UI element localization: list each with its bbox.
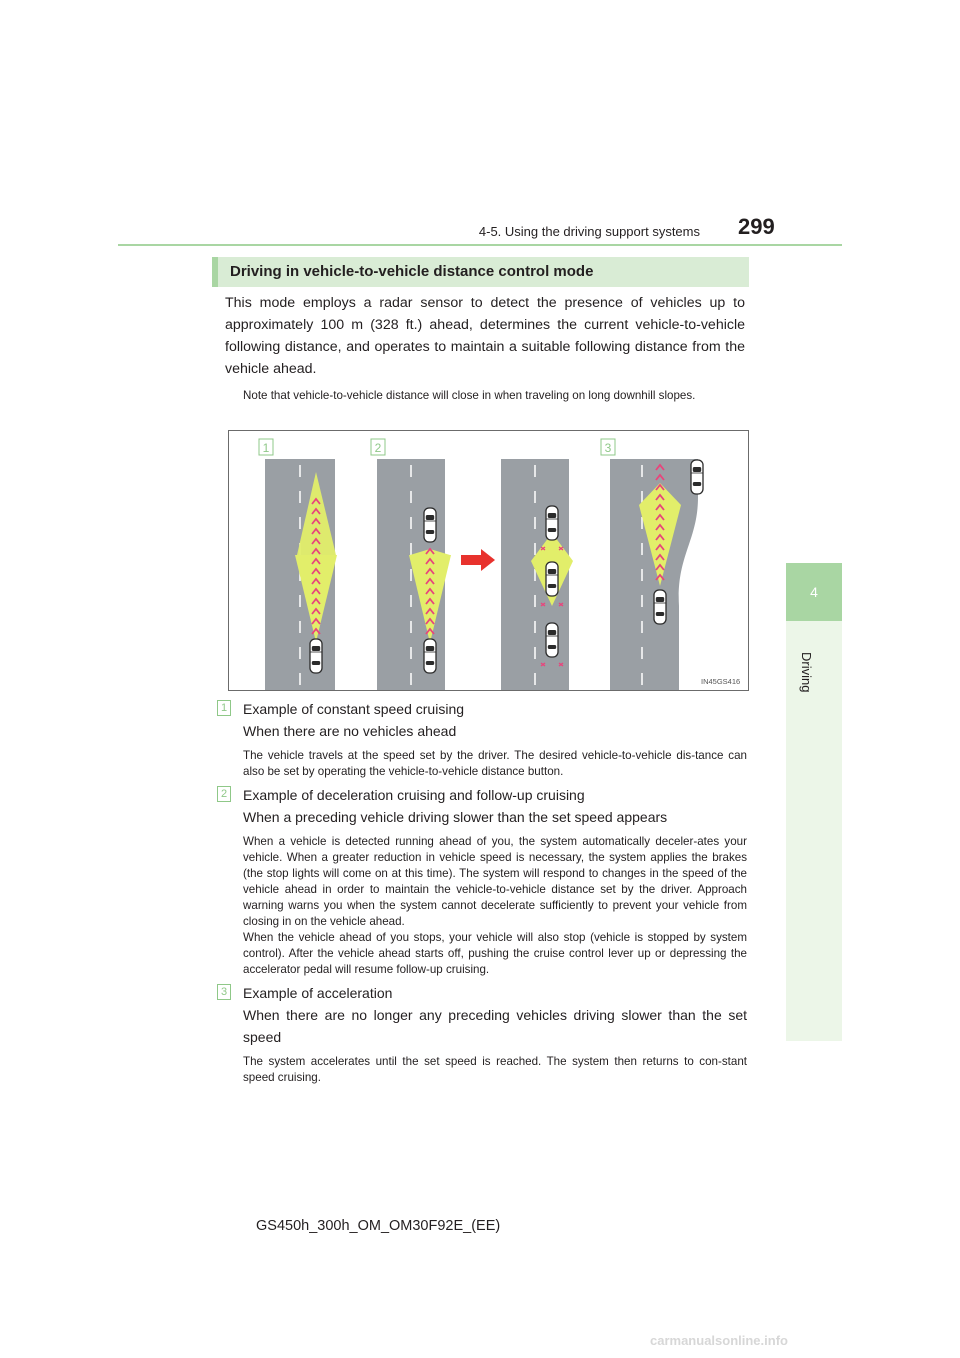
intro-paragraph: This mode employs a radar sensor to detect the presence of vehicles up to approximately 100 m (328 ft.) ahead, determines the current vehicle-to-vehicle following distance, and operates to maintain a suitable following distance from the vehicle ahead. [225, 295, 745, 377]
item-2-description-2: When the vehicle ahead of you stops, your vehicle will also stop (vehicle is stopped by system control). After the vehicle ahead starts off, pushing the cruise control lever up or depressing the accelerator pedal will resume follow-up cruising. [243, 931, 747, 976]
item-1 [217, 698, 747, 780]
road-3 [610, 459, 703, 690]
item-2-description: When a vehicle is detected running ahead of you, the system automatically deceler-ates your vehicle. When a greater reduction in vehicle speed is necessary, the system applies the brakes (the stop lights will come on at this time). The system will respond to changes in the speed of the vehicle ahead in order to maintain the vehicle-to-vehicle distance set by the driver. Approach warning warns you when the system cannot decelerate sufficiently to prevent your vehicle from closing in on the vehicle ahead. [243, 835, 747, 928]
watermark: carmanualsonline.info [650, 1333, 788, 1348]
figure-label-3 [601, 439, 615, 455]
road-2a [377, 459, 451, 690]
own-vehicle-2a [424, 639, 436, 673]
preceding-vehicle-2b [546, 506, 558, 540]
item-2-subtitle: When a preceding vehicle driving slower than the set speed appears [243, 809, 668, 825]
header-rule [118, 244, 842, 246]
figure-label-1 [259, 439, 273, 455]
distance-control-illustration [229, 431, 748, 690]
document-code-footer: GS450h_300h_OM_OM30F92E_(EE) [256, 1218, 501, 1234]
item-3-number: 3 [217, 984, 231, 1000]
item-2 [217, 784, 747, 978]
preceding-vehicle-2a [424, 508, 436, 542]
figure-label-2 [371, 439, 385, 455]
merging-vehicle-3 [691, 460, 703, 494]
item-3-title: Example of acceleration [243, 985, 393, 1001]
chapter-tab-number: 4 [786, 563, 842, 621]
own-vehicle-2b [546, 562, 558, 596]
svg-text:2: 2 [374, 441, 382, 455]
own-vehicle-3 [654, 590, 666, 624]
note-paragraph: Note that vehicle-to-vehicle distance will close in when traveling on long downhill slopes. [243, 389, 696, 402]
figure-code: IN45GS416 [701, 677, 741, 686]
svg-text:1: 1 [262, 441, 270, 455]
item-1-subtitle: When there are no vehicles ahead [243, 723, 457, 739]
own-vehicle-1 [310, 639, 322, 673]
item-2-number: 2 [217, 786, 231, 802]
item-3 [217, 982, 747, 1086]
header-section-title: 4-5. Using the driving support systems [478, 224, 700, 239]
section-title: Driving in vehicle-to-vehicle distance control mode [230, 263, 594, 280]
item-1-description: The vehicle travels at the speed set by the driver. The desired vehicle-to-vehicle dis-tance can also be set by operating the vehicle-to-vehicle distance button. [243, 749, 747, 778]
road-2b [501, 459, 573, 690]
svg-text:3: 3 [604, 441, 612, 455]
following-vehicle-2b [546, 623, 558, 657]
item-1-number: 1 [217, 700, 231, 716]
chapter-tab-label: Driving [799, 652, 814, 693]
illustration-figure [228, 430, 749, 691]
chapter-tab-strip [786, 621, 842, 1041]
item-1-title: Example of constant speed cruising [243, 701, 465, 717]
transition-arrow [461, 549, 495, 571]
page-number: 299 [738, 214, 775, 239]
item-2-title: Example of deceleration cruising and follow-up cruising [243, 787, 585, 803]
item-3-description: The system accelerates until the set speed is reached. The system then returns to con-stant speed cruising. [243, 1055, 747, 1084]
item-3-subtitle: When there are no longer any preceding vehicles driving slower than the set speed [243, 1007, 747, 1045]
section-heading-bar [212, 257, 749, 287]
road-1 [265, 459, 337, 690]
